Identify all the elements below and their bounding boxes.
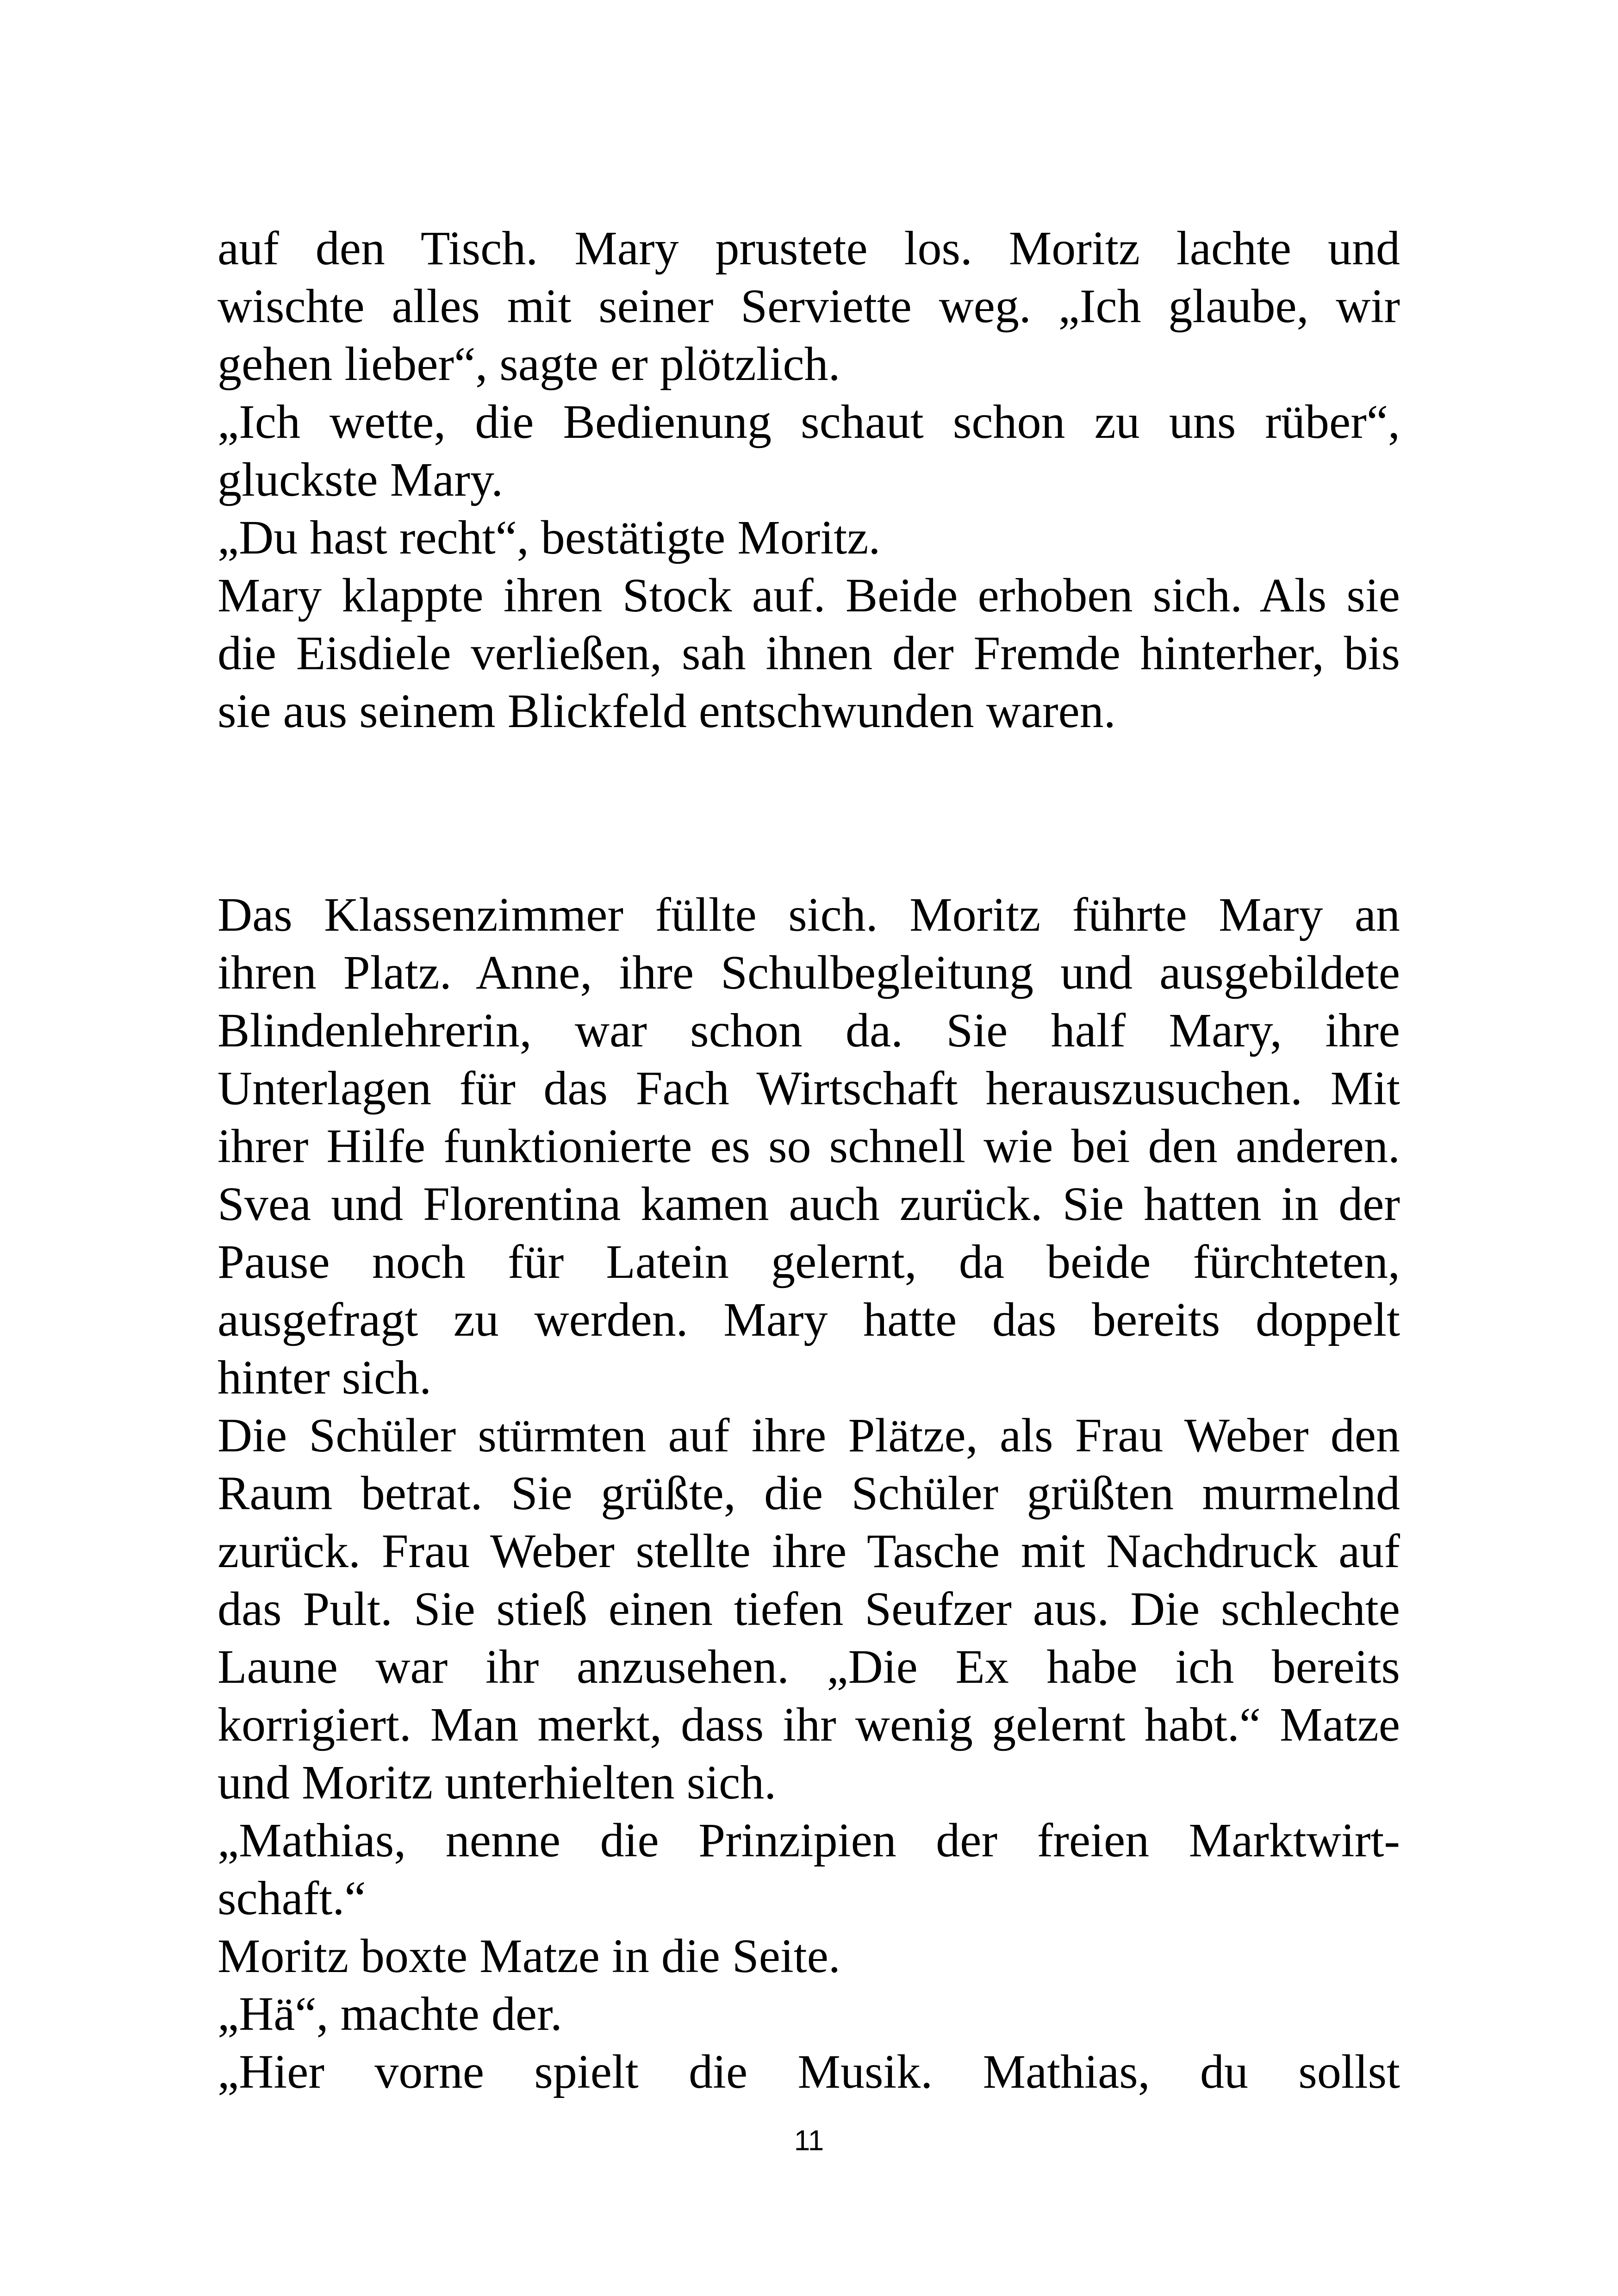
text-line: „Mathias, nenne die Prinzipien der freien Marktwirt- — [218, 1814, 1400, 1867]
text-line: ihren Platz. Anne, ihre Schulbegleitung und ausgebildete — [218, 946, 1400, 999]
text-line: wischte alles mit seiner Serviette weg. „Ich glaube, wir — [218, 280, 1400, 333]
text-block-second — [218, 886, 1400, 2101]
text-line: zurück. Frau Weber stellte ihre Tasche mit Nachdruck auf — [218, 1524, 1400, 1578]
text-line: Pause noch für Latein gelernt, da beide fürchteten, — [218, 1235, 1400, 1288]
text-line: sie aus seinem Blickfeld entschwunden waren. — [218, 684, 1116, 738]
text-line: und Moritz unterhielten sich. — [218, 1756, 777, 1809]
text-line: „Ich wette, die Bedienung schaut schon zu uns rüber“, — [218, 395, 1400, 448]
text-line: schaft.“ — [218, 1872, 366, 1925]
text-line: Unterlagen für das Fach Wirtschaft herauszusuchen. Mit — [218, 1062, 1400, 1115]
text-line: Moritz boxte Matze in die Seite. — [218, 1929, 840, 1983]
text-line: ausgefragt zu werden. Mary hatte das bereits doppelt — [218, 1293, 1400, 1346]
text-line: gluckste Mary. — [218, 453, 504, 506]
text-line: Svea und Florentina kamen auch zurück. Sie hatten in der — [218, 1177, 1400, 1231]
text-line: Laune war ihr anzusehen. „Die Ex habe ich bereits — [218, 1640, 1400, 1693]
text-line: auf den Tisch. Mary prustete los. Moritz lachte und — [218, 222, 1400, 275]
text-line: korrigiert. Man merkt, dass ihr wenig gelernt habt.“ Matze — [218, 1698, 1400, 1751]
text-line: Blindenlehrerin, war schon da. Sie half Mary, ihre — [218, 1004, 1400, 1057]
text-line: Das Klassenzimmer füllte sich. Moritz führte Mary an — [218, 888, 1400, 941]
text-line: gehen lieber“, sagte er plötzlich. — [218, 337, 840, 391]
text-line: „Hier vorne spielt die Musik. Mathias, du sollst — [218, 2045, 1400, 2098]
text-line: Die Schüler stürmten auf ihre Plätze, als Frau Weber den — [218, 1409, 1400, 1462]
text-line: „Du hast recht“, bestätigte Moritz. — [218, 511, 881, 564]
text-line: die Eisdiele verließen, sah ihnen der Fremde hinterher, bis — [218, 627, 1400, 680]
text-line: ihrer Hilfe funktionierte es so schnell wie bei den anderen. — [218, 1120, 1400, 1173]
page-number: 11 — [794, 2125, 824, 2157]
text-block-first — [218, 219, 1400, 740]
text-line: das Pult. Sie stieß einen tiefen Seufzer aus. Die schlechte — [218, 1582, 1400, 1636]
text-line: „Hä“, machte der. — [218, 1987, 562, 2041]
text-line: hinter sich. — [218, 1351, 432, 1404]
text-line: Raum betrat. Sie grüßte, die Schüler grüßten murmelnd — [218, 1467, 1400, 1520]
text-line: Mary klappte ihren Stock auf. Beide erhoben sich. Als sie — [218, 569, 1400, 622]
